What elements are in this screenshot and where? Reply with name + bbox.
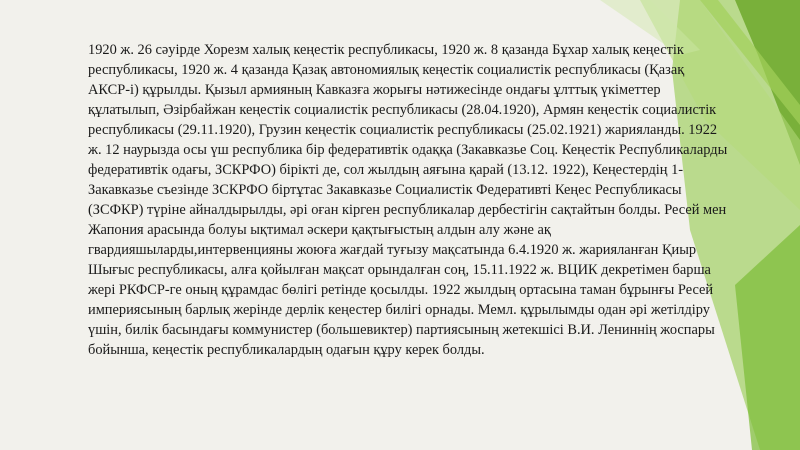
slide-body-text: 1920 ж. 26 сәуірде Хорезм халық кеңестік республикасы, 1920 ж. 8 қазанда Бұхар халық кеңестік республикасы, 1920 ж. 4 қазанда Қазақ автономиялық кеңестік социалистік республикасы (Қазақ АКСР-і) құрылды. Қызыл армияның Кавказға жорығы нәтижесінде ондағы ұлттық үкіметтер құлатылып, Әзірбайжан кеңестік социалистік республикасы (28.04.1920), Армян кеңестік социалистік республикасы (29.11.1920), Грузин кеңестік социалистік республикасы (25.02.1921) жарияланды. 1922 ж. 12 наурызда осы үш республика бір федеративтік одаққа (Закавказье Соц. Кеңестік Республикаларды федеративтік одағы, ЗСКРФО) бірікті де, сол жылдың аяғына қарай (13.12. 1922), Кеңестердің 1-Закавказье съезінде ЗСКРФО біртұтас Закавказье Социалистік Федеративті Кеңес Республикасы (ЗСФКР) түріне айналдырылды, әрі оған кірген республикалар дербестігін сақтайтын болды. Ресей мен Жапония арасында болуы ықтимал әскери қақтығыстың алдын алу және ақ гвардияшыларды,интервенцияны жоюға жағдай туғызу мақсатында 6.4.1920 ж. жарияланған Қиыр Шығыс республикасы, алға қойылған мақсат орындалған соң, 15.11.1922 ж. ВЦИК декретімен барша жері РКФСР-ге оның құрамдас бөлігі ретінде қосылды. 1922 жылдың ортасына таман бұрынғы Ресей империясының барлық жерінде дерлік кеңестер билігі орнады. Мемл. құрылымды одан әрі жетілдіру үшін, билік басындағы коммунистер (большевиктер) партиясының жетекшісі В.И. Лениннің жоспары бойынша, кеңестік республикалардың одағын құру керек болды.: [88, 42, 728, 358]
